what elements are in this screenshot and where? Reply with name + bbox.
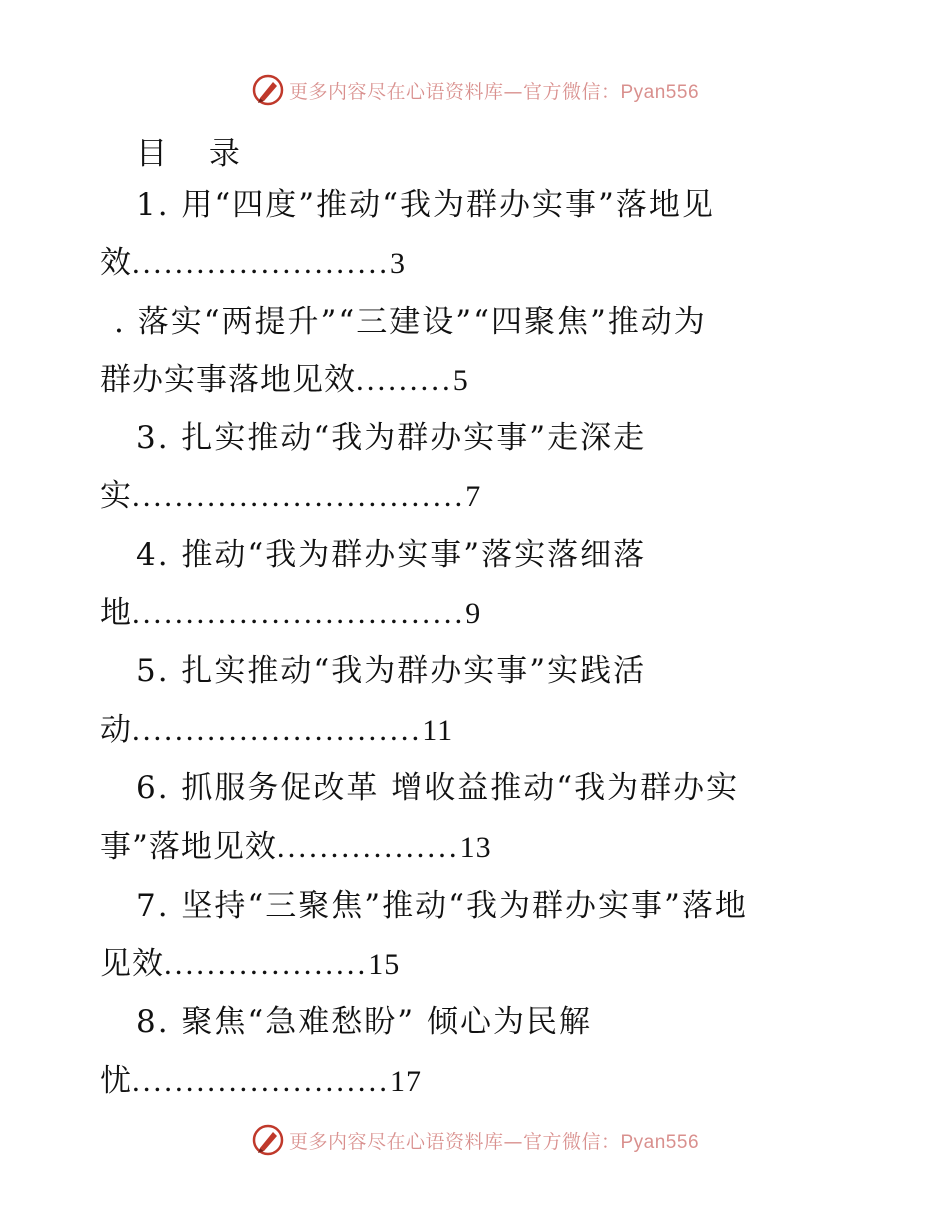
toc-entry-8-title: 8. 聚焦“急难愁盼” 倾心为民解 [136,1004,592,1040]
watermark-text: 更多内容尽在心语资料库—官方微信：Pyan556 [288,80,700,103]
watermark-text: 更多内容尽在心语资料库—官方微信：Pyan556 [288,1130,700,1153]
toc-entry-7-title: 7. 坚持“三聚焦”推动“我为群办实事”落地 [136,888,748,924]
pen-logo-icon [251,1123,285,1157]
toc-entry-7-leader: 见效...................15 [100,946,401,982]
toc-entry-1-leader: 效........................3 [100,245,406,281]
toc-entry-1-title: 1. 用“四度”推动“我为群办实事”落地见 [136,187,715,223]
toc-entry-6-title: 6. 抓服务促改革 增收益推动“我为群办实 [136,770,740,806]
toc-entry-2-leader: 群办实事落地见效.........5 [100,362,469,398]
toc-entry-4-leader: 地...............................9 [100,595,482,631]
page-number: 15 [368,948,401,981]
page-number: 5 [452,364,469,397]
toc-entry-3-leader: 实...............................7 [100,478,482,514]
page-number: 3 [390,247,406,280]
page-number: 11 [422,714,454,747]
page-number: 13 [459,831,492,864]
page-number: 9 [465,597,482,630]
toc-title: 目 录 [136,136,256,172]
header-watermark [0,70,950,110]
toc-entry-4-title: 4. 推动“我为群办实事”落实落细落 [136,537,647,573]
toc-entry-3-title: 3. 扎实推动“我为群办实事”走深走 [136,420,647,456]
footer-watermark [0,1120,950,1160]
toc-entry-2-title: . 落实“两提升”“三建设”“四聚焦”推动为 [114,304,707,340]
toc-entry-6-leader: 事”落地见效.................13 [100,829,492,865]
pen-logo-icon [251,73,285,107]
page-number: 7 [465,480,482,513]
toc-entry-5-leader: 动...........................11 [100,712,454,748]
toc-entry-8-leader: 忧........................17 [100,1063,422,1099]
toc-entry-5-title: 5. 扎实推动“我为群办实事”实践活 [136,653,647,689]
page-number: 17 [390,1065,422,1098]
